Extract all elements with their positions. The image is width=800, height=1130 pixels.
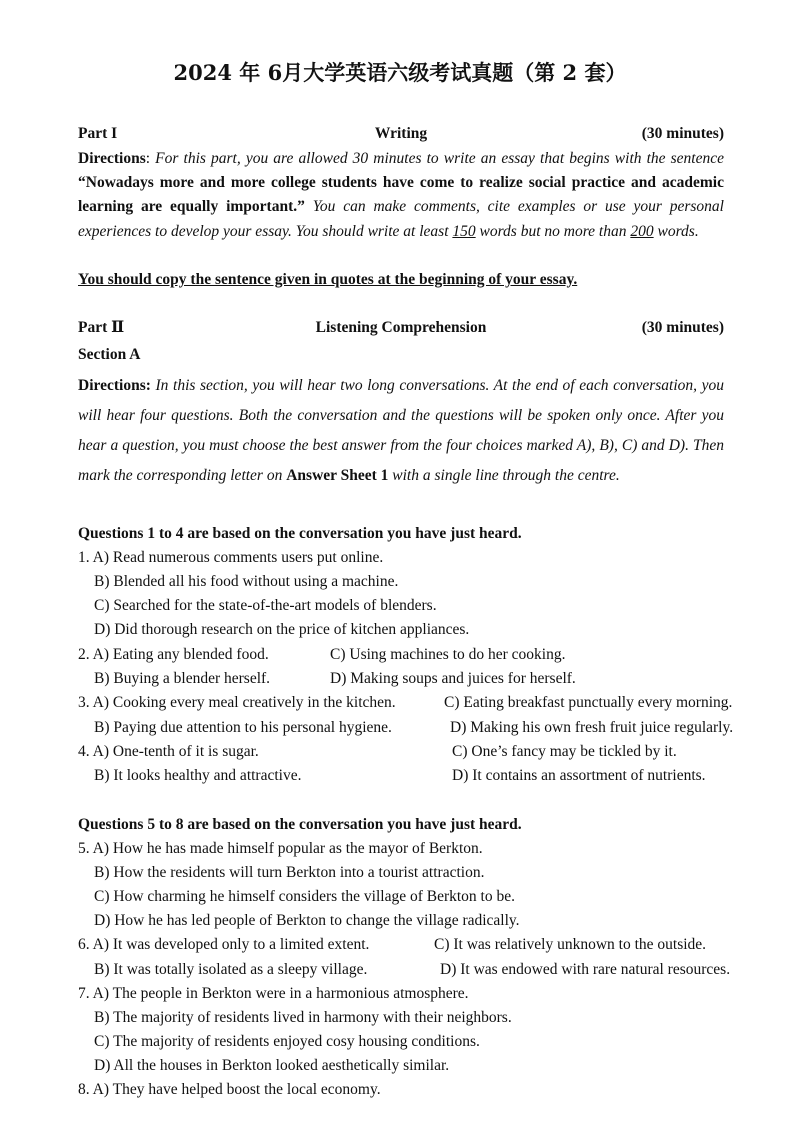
- q6-option-a: 6. A) It was developed only to a limited extent.: [78, 936, 370, 953]
- directions-label: Directions: [78, 150, 146, 167]
- part2-time: (30 minutes): [641, 319, 724, 336]
- q1-option-c: C) Searched for the state-of-the-art models of blenders.: [94, 597, 437, 614]
- q1-option-a: 1. A) Read numerous comments users put online.: [78, 549, 384, 566]
- q3-option-b: B) Paying due attention to his personal hygiene.: [94, 719, 392, 736]
- q2-option-d: D) Making soups and juices for herself.: [330, 670, 576, 687]
- part1-time: (30 minutes): [641, 125, 724, 142]
- part1-name: Writing: [374, 125, 428, 142]
- q4-option-a: 4. A) One-tenth of it is sugar.: [78, 743, 259, 760]
- q4-option-b: B) It looks healthy and attractive.: [94, 767, 302, 784]
- directions-label: Directions:: [78, 377, 151, 394]
- q6-option-c: C) It was relatively unknown to the outside.: [434, 936, 707, 953]
- q7-option-b: B) The majority of residents lived in harmony with their neighbors.: [94, 1009, 512, 1026]
- q4-option-c: C) One’s fancy may be tickled by it.: [452, 743, 677, 760]
- q8-option-a: 8. A) They have helped boost the local economy.: [78, 1081, 381, 1098]
- q2-option-b: B) Buying a blender herself.: [94, 670, 271, 687]
- q2-option-c: C) Using machines to do her cooking.: [330, 646, 566, 663]
- q7-option-a: 7. A) The people in Berkton were in a harmonious atmosphere.: [78, 985, 469, 1002]
- max-words: 200: [630, 222, 654, 240]
- q4-option-d: D) It contains an assortment of nutrients.: [452, 767, 706, 784]
- q2-option-a: 2. A) Eating any blended food.: [78, 646, 269, 663]
- q5-option-b: B) How the residents will turn Berkton into a tourist attraction.: [94, 864, 485, 881]
- page-title: 2024 年 6月大学英语六级考试真题（第 2 套）: [173, 60, 627, 85]
- section-a-heading: Section A: [78, 346, 141, 363]
- q6-option-b: B) It was totally isolated as a sleepy village.: [94, 961, 368, 978]
- part2-name: Listening Comprehension: [315, 319, 487, 336]
- q6-option-d: D) It was endowed with rare natural resources.: [440, 961, 731, 978]
- questions-5-8-heading: Questions 5 to 8 are based on the conversation you have just heard.: [78, 816, 522, 833]
- answer-sheet-ref: Answer Sheet 1: [286, 467, 389, 484]
- copy-instruction: You should copy the sentence given in quotes at the beginning of your essay.: [78, 271, 578, 288]
- q3-option-c: C) Eating breakfast punctually every morning.: [444, 694, 733, 711]
- part2-label: Part Ⅱ: [78, 319, 125, 336]
- q3-option-a: 3. A) Cooking every meal creatively in the kitchen.: [78, 694, 396, 711]
- essay-prompt-quote: “Nowadays more and more college students have come to realize social practice and academic learning are equally important.”: [78, 174, 724, 216]
- q5-option-d: D) How he has led people of Berkton to change the village radically.: [94, 912, 520, 929]
- part1-header: [78, 122, 724, 146]
- part2-header: [78, 316, 724, 340]
- q7-option-d: D) All the houses in Berkton looked aesthetically similar.: [94, 1057, 450, 1074]
- q3-option-d: D) Making his own fresh fruit juice regularly.: [450, 719, 734, 736]
- part1-directions: Directions: For this part, you are allowed 30 minutes to write an essay that begins with the sentence “Nowadays more and more college students have come to realize social practice and academic learning are equally important.” You can make comments, cite examples or use your personal experiences to develop your essay. You should write at least 150 words but no more than 200 words.: [78, 150, 724, 240]
- part2-directions: Directions: In this section, you will hear two long conversations. At the end of each conversation, you will hear four questions. Both the conversation and the questions will be spoken only once. After you hear a question, you must choose the best answer from the four choices marked A), B), C) and D). Then mark the corresponding letter on Answer Sheet 1 with a single line through the centre.: [78, 377, 724, 484]
- part1-label: Part I: [78, 125, 118, 142]
- q5-option-c: C) How charming he himself considers the village of Berkton to be.: [94, 888, 515, 905]
- q7-option-c: C) The majority of residents enjoyed cosy housing conditions.: [94, 1033, 480, 1050]
- q1-option-d: D) Did thorough research on the price of kitchen appliances.: [94, 621, 470, 638]
- q5-option-a: 5. A) How he has made himself popular as the mayor of Berkton.: [78, 840, 483, 857]
- min-words: 150: [452, 222, 476, 240]
- q1-option-b: B) Blended all his food without using a machine.: [94, 573, 399, 590]
- questions-1-4-heading: Questions 1 to 4 are based on the conversation you have just heard.: [78, 525, 522, 542]
